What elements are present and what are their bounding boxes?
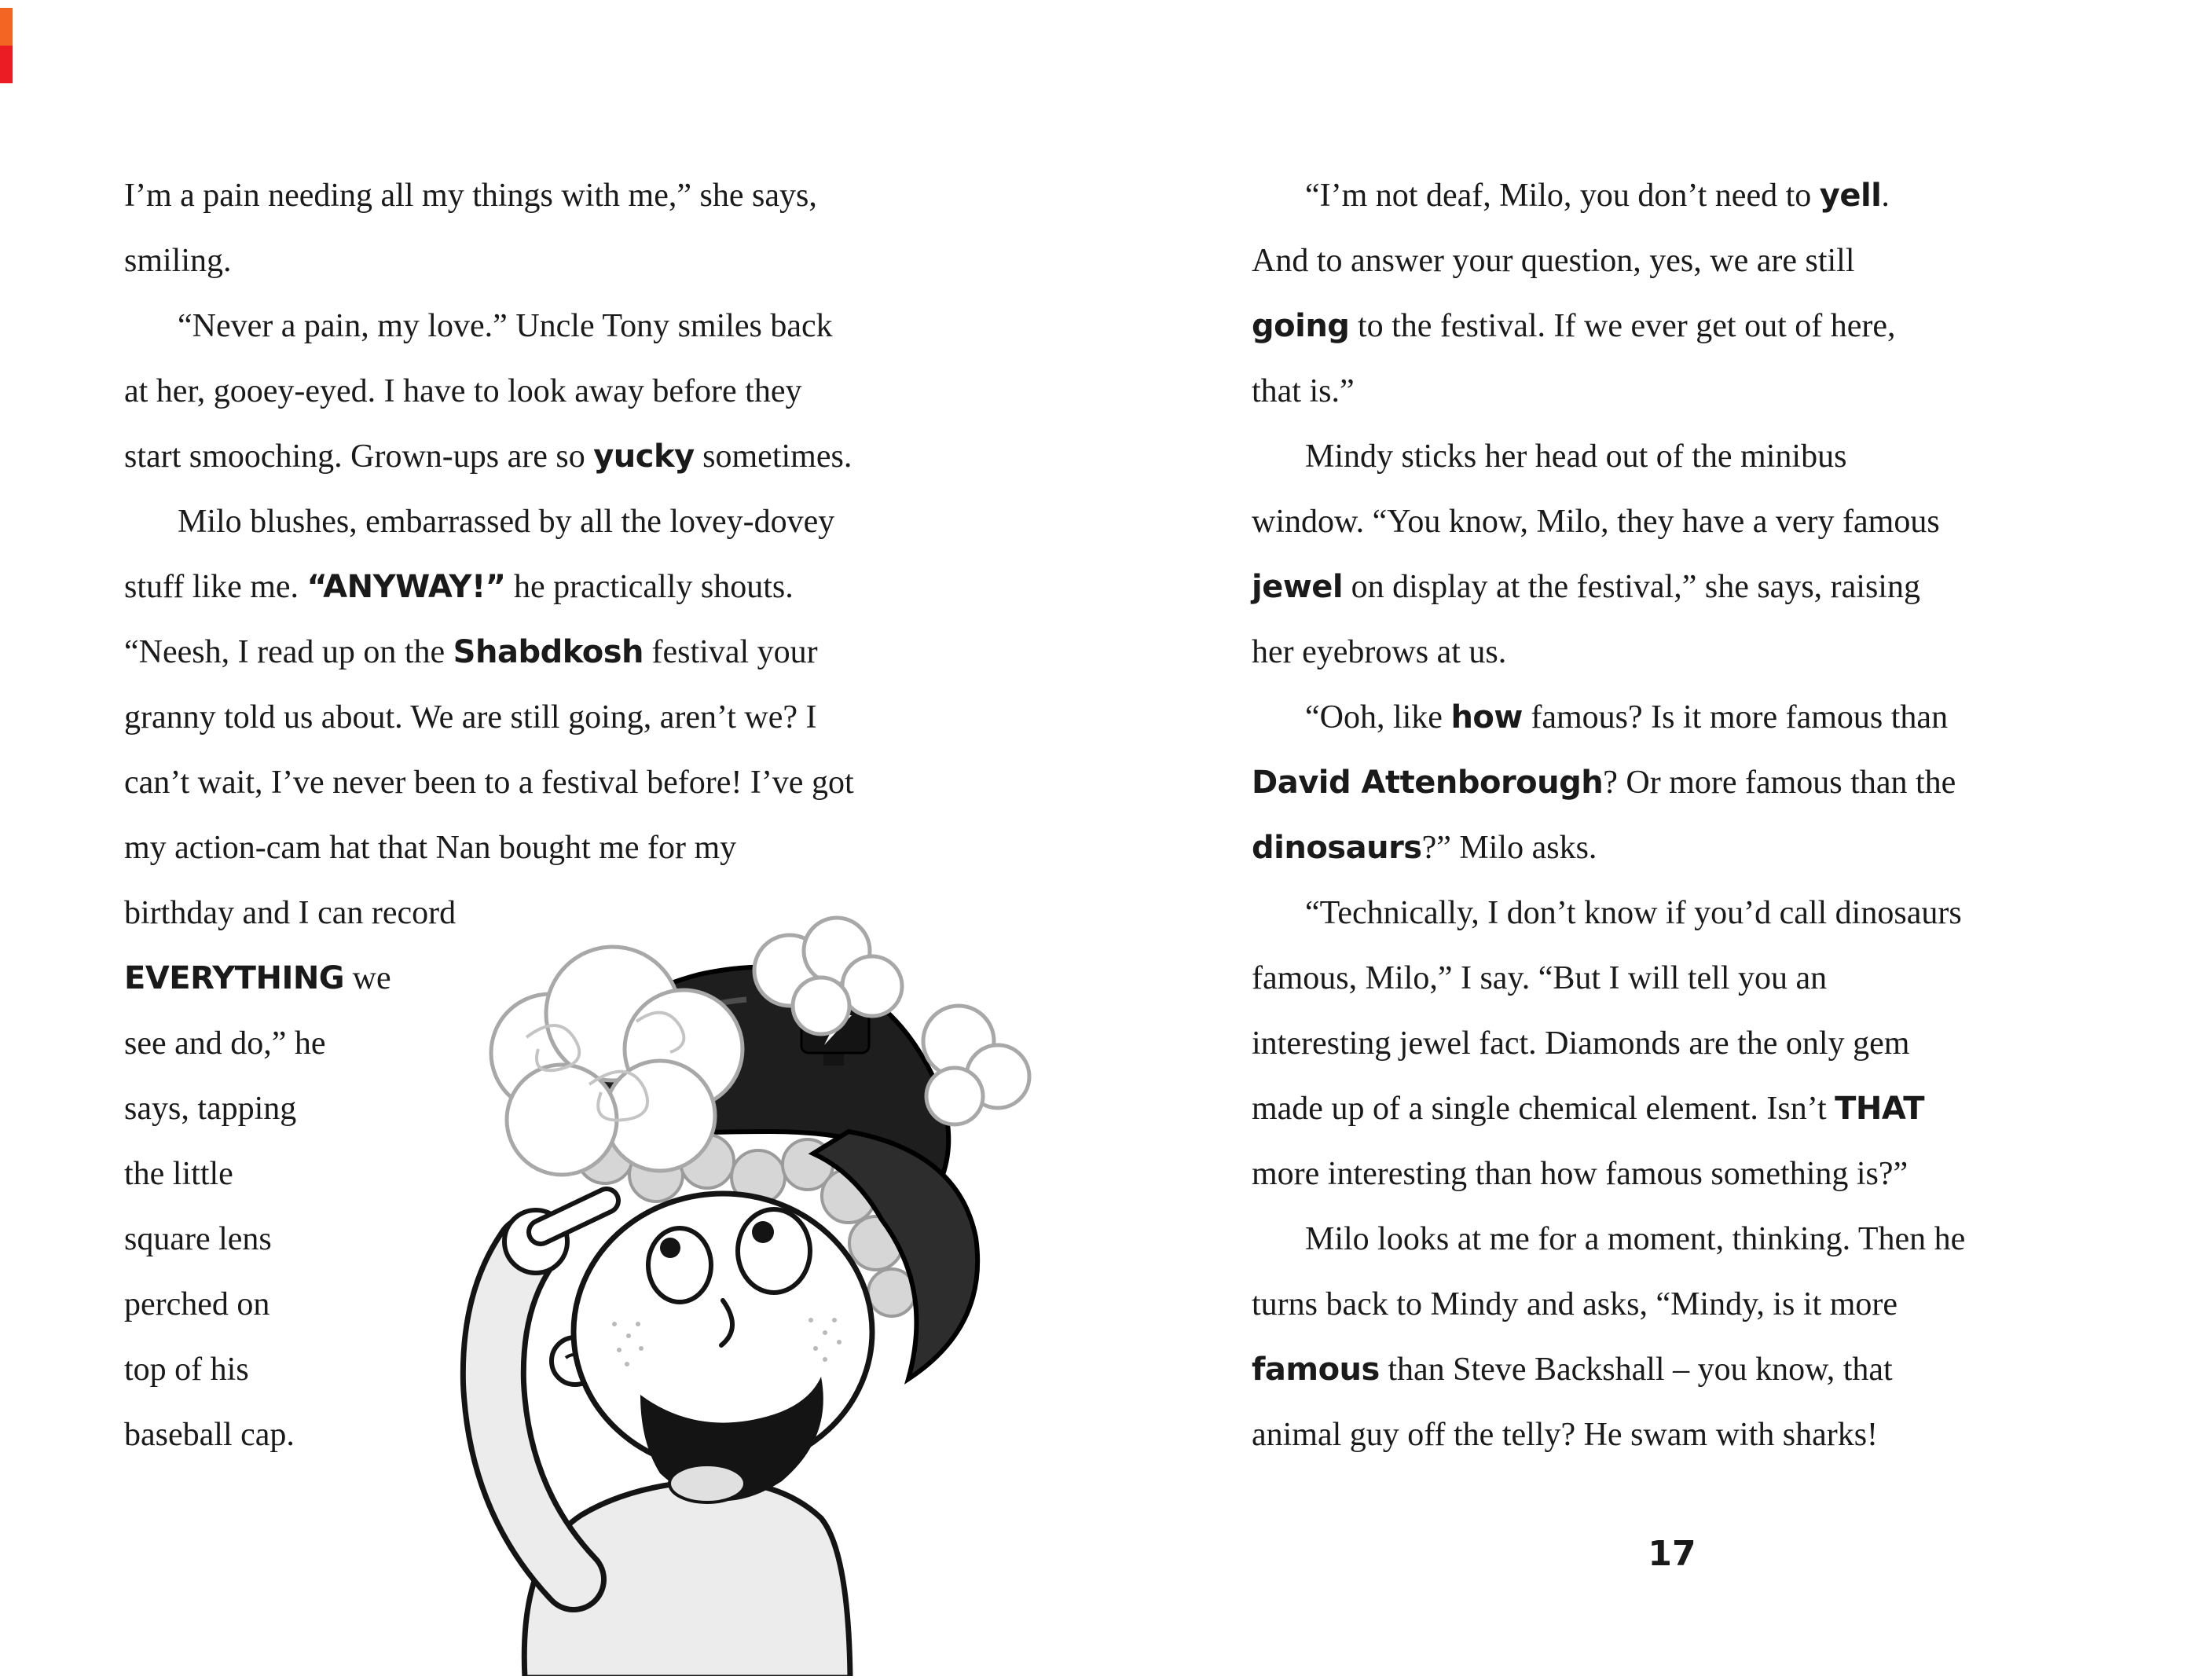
body-text: perched on xyxy=(124,1286,270,1322)
body-text: I’m a pain needing all my things with me,” she says, xyxy=(124,178,817,214)
page-edge-mark-top xyxy=(0,8,13,46)
emphasis-text: how xyxy=(1450,699,1523,735)
emphasis-text: yucky xyxy=(593,438,695,475)
text-line xyxy=(124,620,1028,685)
body-text: my action-cam hat that Nan bought me for my xyxy=(124,830,737,866)
text-line xyxy=(1252,1142,2092,1207)
boy-illustration-svg xyxy=(330,896,1084,1676)
body-text: smiling. xyxy=(124,243,232,279)
text-line xyxy=(1252,1403,2092,1468)
body-text: granny told us about. We are still going, aren’t we? I xyxy=(124,699,817,735)
body-text: than Steve Backshall – you know, that xyxy=(1379,1352,1893,1388)
text-line xyxy=(124,750,1028,816)
body-text: sometimes. xyxy=(694,438,852,475)
body-text: the little xyxy=(124,1156,233,1192)
body-text: “I’m not deaf, Milo, you don’t need to xyxy=(1305,178,1820,214)
body-text: square lens xyxy=(124,1221,272,1257)
text-line xyxy=(1252,359,2092,424)
emphasis-text: “ANYWAY!” xyxy=(306,569,506,605)
body-text: her eyebrows at us. xyxy=(1252,634,1507,670)
body-text: “Never a pain, my love.” Uncle Tony smiles back xyxy=(178,308,833,344)
body-text: can’t wait, I’ve never been to a festival before! I’ve got xyxy=(124,765,854,801)
body-text: . xyxy=(1881,178,1890,214)
text-line xyxy=(124,294,1028,359)
body-text: birthday and I can record xyxy=(124,895,456,931)
text-line xyxy=(124,424,1028,490)
body-text: at her, gooey-eyed. I have to look away before they xyxy=(124,373,802,409)
page-number: 17 xyxy=(1648,1534,1696,1574)
emphasis-text: yell xyxy=(1819,178,1882,214)
body-text: “Technically, I don’t know if you’d call dinosaurs xyxy=(1305,895,1962,931)
text-line xyxy=(1252,229,2092,294)
emphasis-text: dinosaurs xyxy=(1252,830,1422,866)
text-line xyxy=(1252,294,2092,359)
boy-illustration xyxy=(330,896,1084,1676)
text-line xyxy=(1252,816,2092,881)
body-text: that is.” xyxy=(1252,373,1355,409)
emphasis-text: jewel xyxy=(1252,569,1344,605)
text-line xyxy=(1252,490,2092,555)
body-text: window. “You know, Milo, they have a very famous xyxy=(1252,504,1940,540)
body-text: interesting jewel fact. Diamonds are the only gem xyxy=(1252,1025,1910,1062)
body-text: “Ooh, like xyxy=(1305,699,1451,735)
body-text: animal guy off the telly? He swam with sharks! xyxy=(1252,1417,1879,1453)
page-edge-mark-bottom xyxy=(0,46,13,83)
body-text: Mindy sticks her head out of the minibus xyxy=(1305,438,1847,475)
body-text: we xyxy=(344,960,391,996)
emphasis-text: David Attenborough xyxy=(1252,765,1604,801)
body-text: to the festival. If we ever get out of here, xyxy=(1349,308,1896,344)
body-text: says, tapping xyxy=(124,1091,297,1127)
text-line xyxy=(1252,1207,2092,1272)
body-text: famous? Is it more famous than xyxy=(1522,699,1949,735)
text-line xyxy=(1252,163,2092,229)
text-line xyxy=(124,685,1028,750)
text-line xyxy=(1252,424,2092,490)
text-line xyxy=(124,229,1028,294)
body-text: And to answer your question, yes, we are still xyxy=(1252,243,1855,279)
text-line xyxy=(1252,620,2092,685)
emphasis-text: THAT xyxy=(1835,1091,1925,1127)
text-line xyxy=(124,359,1028,424)
text-line xyxy=(124,555,1028,620)
text-line xyxy=(1252,946,2092,1011)
body-text: famous, Milo,” I say. “But I will tell you an xyxy=(1252,960,1828,996)
body-text: ? Or more famous than the xyxy=(1603,765,1956,801)
emphasis-text: EVERYTHING xyxy=(124,960,345,996)
body-text: see and do,” he xyxy=(124,1025,326,1062)
body-text: on display at the festival,” she says, raising xyxy=(1343,569,1920,605)
text-line xyxy=(124,816,1028,881)
boy-face xyxy=(552,1194,872,1502)
body-text: ?” Milo asks. xyxy=(1421,830,1597,866)
body-text: festival your xyxy=(644,634,818,670)
text-line xyxy=(1252,1011,2092,1077)
body-text: stuff like me. xyxy=(124,569,307,605)
body-text: Milo blushes, embarrassed by all the lovey-dovey xyxy=(178,504,835,540)
text-line xyxy=(124,163,1028,229)
body-text: more interesting than how famous something is?” xyxy=(1252,1156,1908,1192)
body-text: Milo looks at me for a moment, thinking. Then he xyxy=(1305,1221,1966,1257)
right-column xyxy=(1252,163,2092,1468)
text-line xyxy=(1252,1272,2092,1337)
emphasis-text: going xyxy=(1252,308,1350,344)
body-text: “Neesh, I read up on the xyxy=(124,634,453,670)
text-line xyxy=(1252,881,2092,946)
body-text: turns back to Mindy and asks, “Mindy, is it more xyxy=(1252,1286,1898,1322)
body-text: start smooching. Grown-ups are so xyxy=(124,438,594,475)
emphasis-text: Shabdkosh xyxy=(453,634,644,670)
text-line xyxy=(1252,1077,2092,1142)
body-text: made up of a single chemical element. Isn’t xyxy=(1252,1091,1835,1127)
text-line xyxy=(124,490,1028,555)
body-text: he practically shouts. xyxy=(505,569,794,605)
body-text: top of his xyxy=(124,1352,249,1388)
text-line xyxy=(1252,750,2092,816)
text-line xyxy=(1252,555,2092,620)
body-text: baseball cap. xyxy=(124,1417,295,1453)
emphasis-text: famous xyxy=(1252,1352,1380,1388)
text-line xyxy=(1252,685,2092,750)
text-line xyxy=(1252,1337,2092,1403)
